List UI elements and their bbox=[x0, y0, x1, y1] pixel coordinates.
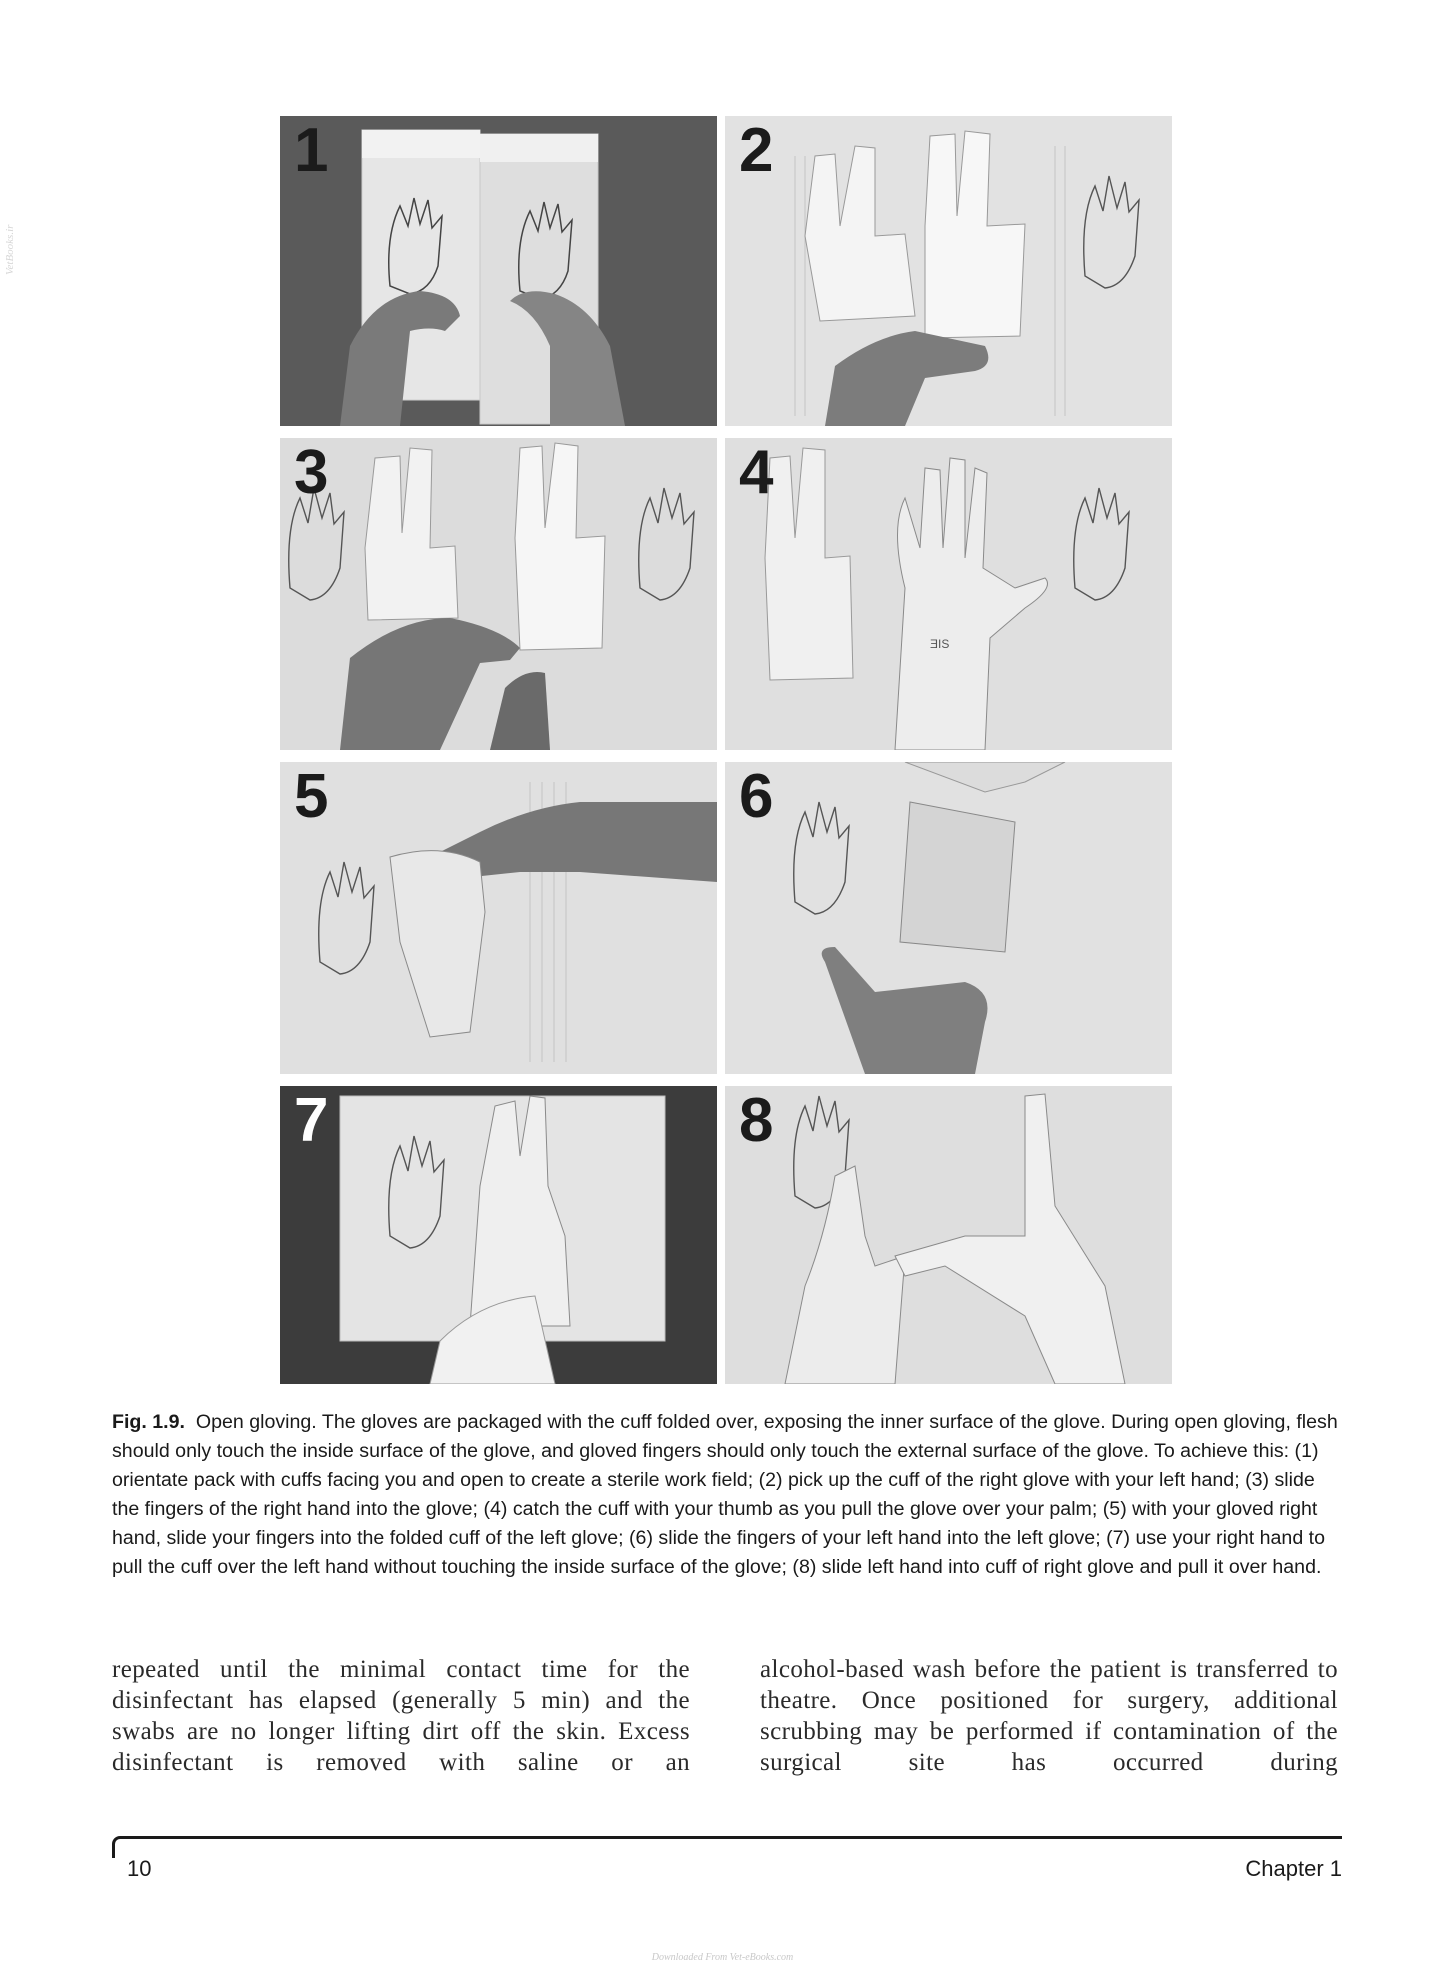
panel-number-6: 6 bbox=[739, 762, 774, 831]
panel-3-illustration bbox=[280, 438, 717, 750]
figure-panel-3 bbox=[280, 438, 717, 750]
panel-1-illustration bbox=[280, 116, 717, 426]
figure-panel-6 bbox=[725, 762, 1172, 1074]
panel-5-illustration bbox=[280, 762, 717, 1074]
panel-7-illustration bbox=[280, 1086, 717, 1384]
panel-number-3: 3 bbox=[294, 438, 329, 507]
download-note: Downloaded From Vet-eBooks.com bbox=[651, 1952, 794, 1963]
figure-panel-7 bbox=[280, 1086, 717, 1384]
figure-panel-4 bbox=[725, 438, 1172, 750]
footer-rule bbox=[112, 1836, 1342, 1858]
chapter-label: Chapter 1 bbox=[1245, 1856, 1342, 1881]
panel-number-2: 2 bbox=[739, 116, 774, 185]
page-number: 10 bbox=[127, 1856, 152, 1881]
panel-number-4: 4 bbox=[739, 438, 774, 507]
panel-number-8: 8 bbox=[739, 1086, 774, 1155]
panel-8-illustration bbox=[725, 1086, 1172, 1384]
panel-number-1: 1 bbox=[294, 116, 329, 185]
body-text-right-column: alcohol-based wash before the patient is transferred to theatre. Once positioned for surgery, additional scrubbing may be performed if contamination of the surgical site has occurred during bbox=[760, 1656, 1338, 1776]
panel-6-illustration bbox=[725, 762, 1172, 1074]
figure-caption bbox=[112, 1408, 1342, 1582]
side-watermark: VetBooks.ir bbox=[4, 224, 16, 275]
panel-number-5: 5 bbox=[294, 762, 329, 831]
panel-2-illustration bbox=[725, 116, 1172, 426]
panel-4-illustration bbox=[725, 438, 1172, 750]
body-text-left-column: repeated until the minimal contact time for the disinfectant has elapsed (generally 5 min) and the swabs are no longer lifting dirt off the skin. Excess disinfectant is removed with saline or an bbox=[112, 1656, 690, 1776]
figure-panel-8 bbox=[725, 1086, 1172, 1384]
figure-caption-text: Open gloving. The gloves are packaged with the cuff folded over, exposing the inner surface of the glove. During open gloving, flesh should only touch the inside surface of the glove, and gloved fingers should only touch the external surface of the glove. To achieve this: (1) orientate pack with cuffs facing you and open to create a sterile work field; (2) pick up the cuff of the right glove with your left hand; (3) slide the fingers of the right hand into the glove; (4) catch the cuff with your thumb as you pull the glove over your palm; (5) with your gloved right hand, slide your fingers into the folded cuff of the left glove; (6) slide the fingers of your left hand into the left glove; (7) use your right hand to pull the cuff over the left hand without touching the inside surface of the glove; (8) slide left hand into cuff of right glove and pull it over hand. bbox=[112, 1411, 1338, 1578]
figure-panel-2 bbox=[725, 116, 1172, 426]
svg-text:ƎIS: ƎIS bbox=[930, 637, 950, 651]
figure-photo-grid bbox=[280, 116, 1172, 1384]
figure-caption-label: Fig. 1.9. bbox=[112, 1411, 185, 1433]
panel-number-7: 7 bbox=[294, 1086, 329, 1155]
figure-panel-5 bbox=[280, 762, 717, 1074]
figure-panel-1 bbox=[280, 116, 717, 426]
